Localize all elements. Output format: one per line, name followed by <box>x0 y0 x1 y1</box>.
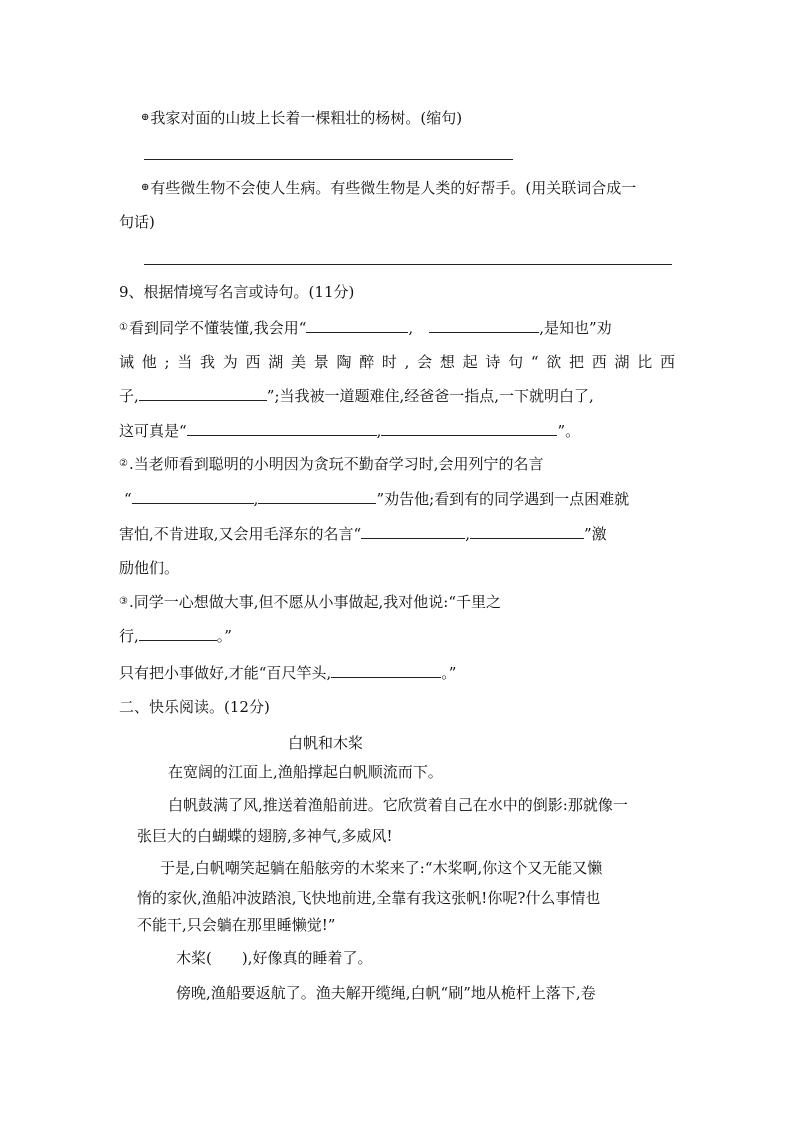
passage-para5: 傍晚,渔船要返航了。渔夫解开缆绳,白帆“刷”地从桅杆上落下,卷 <box>176 984 596 1002</box>
answer-blank[interactable] <box>306 318 408 333</box>
item-marker: ② <box>119 458 128 469</box>
answer-line[interactable] <box>144 159 513 160</box>
q8-item5-text-line1: 有些微生物不会使人生病。有些微生物是人类的好帮手。(用关联词合成一 <box>150 179 637 197</box>
answer-line[interactable] <box>144 264 672 265</box>
q9-p3-line3 <box>119 663 456 683</box>
text: , <box>253 490 259 508</box>
answer-blank[interactable] <box>470 524 584 539</box>
text: 。” <box>441 664 457 682</box>
item-marker: ⊕ <box>141 112 150 123</box>
q9-p1-line4 <box>119 421 580 441</box>
passage-para3-line3: 不能干,只会躺在那里睡懒觉!” <box>137 916 336 934</box>
answer-blank[interactable] <box>187 421 377 436</box>
answer-blank[interactable] <box>381 421 557 436</box>
passage-para2-line2: 张巨大的白蝴蝶的翅膀,多神气,多威风! <box>137 827 393 845</box>
q9-p3-line1 <box>119 592 675 612</box>
answer-blank[interactable] <box>258 489 376 504</box>
passage-para3-line1: 于是,白帆嘲笑起躺在船舷旁的木桨来了:“木桨啊,你这个又无能又懒 <box>160 859 603 877</box>
text: 行, <box>119 627 139 645</box>
text: , <box>376 422 382 440</box>
q9-p3-line2 <box>119 626 232 646</box>
q9-p2-line1 <box>119 454 544 474</box>
text: ”;当我被一道题难住,经爸爸一指点,一下就明白了, <box>266 387 594 405</box>
text: ),好像真的睡着了。 <box>241 949 373 967</box>
text: 子, <box>119 387 139 405</box>
text: .同学一心想做大事,但不愿从小事做起,我对他说:“千里之 <box>128 593 501 611</box>
passage-para1: 在宽阔的江面上,渔船撑起白帆顺流而下。 <box>168 763 443 781</box>
text: ”激 <box>584 525 607 543</box>
text: , <box>408 319 414 337</box>
q9-heading: 9、根据情境写名言或诗句。(11分) <box>119 283 355 301</box>
q8-item5-text-line2: 句话) <box>119 213 155 231</box>
text: 木桨( <box>176 949 212 967</box>
q9-p1-line2: 诫他;当我为西湖美景陶醉时,会想起诗句“欲把西湖比西 <box>119 353 675 371</box>
q8-item4-text: 我家对面的山坡上长着一棵粗壮的杨树。(缩句) <box>150 109 463 127</box>
answer-blank[interactable] <box>132 489 254 504</box>
item-marker: ① <box>119 322 128 333</box>
text: ”劝告他;看到有的同学遇到一点困难就 <box>376 490 630 508</box>
passage-para4 <box>176 948 372 968</box>
text: 只有把小事做好,才能“百尺竿头, <box>119 664 332 682</box>
answer-blank[interactable] <box>361 524 465 539</box>
answer-blank[interactable] <box>331 663 441 678</box>
passage-title: 白帆和木桨 <box>288 734 364 752</box>
text: “ <box>124 490 132 508</box>
text: 看到同学不懂装懂,我会用“ <box>128 319 307 337</box>
text: 。” <box>216 627 232 645</box>
q8-item4 <box>141 108 462 128</box>
q9-p2-line4: 励他们。 <box>119 559 180 577</box>
q9-p1-line3 <box>119 386 594 406</box>
answer-blank[interactable] <box>139 626 217 641</box>
text: 这可真是“ <box>119 422 187 440</box>
passage-para3-line2: 惰的家伙,渔船冲波踏浪,飞快地前进,全靠有我这张帆!你呢?什么事情也 <box>137 889 601 907</box>
item-marker: ⊕ <box>141 182 150 193</box>
q9-p2-line2 <box>124 489 629 509</box>
q9-p2-line3 <box>119 524 607 544</box>
answer-blank[interactable] <box>139 386 267 401</box>
section2-heading: 二、快乐阅读。(12分) <box>119 698 270 716</box>
item-marker: ③ <box>119 596 128 607</box>
q8-item5 <box>141 178 636 198</box>
text: , <box>465 525 470 543</box>
answer-blank[interactable] <box>429 318 539 333</box>
text: ”。 <box>557 422 581 440</box>
text: 害怕,不肯进取,又会用毛泽东的名言“ <box>119 525 362 543</box>
passage-para2-line1: 白帆鼓满了风,推送着渔船前进。它欣赏着自己在水中的倒影:那就像一 <box>168 796 628 814</box>
text: .当老师看到聪明的小明因为贪玩不勤奋学习时,会用列宁的名言 <box>128 455 544 473</box>
q9-p1-line1 <box>119 318 612 338</box>
text: ,是知也”劝 <box>539 319 612 337</box>
